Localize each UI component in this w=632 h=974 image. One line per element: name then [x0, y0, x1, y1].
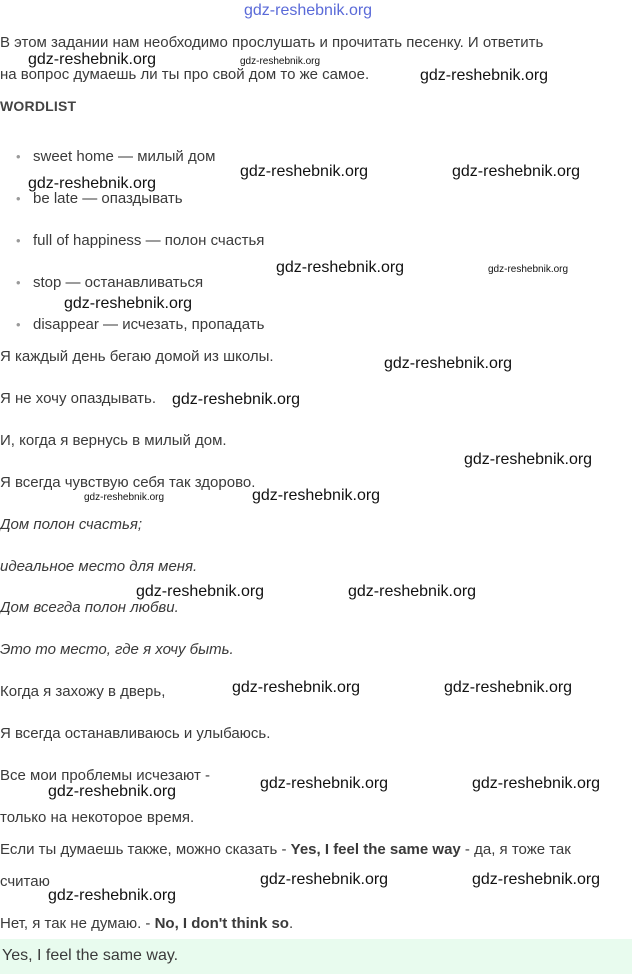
watermark: gdz-reshebnik.org — [472, 775, 601, 792]
watermark: gdz-reshebnik.org — [172, 391, 301, 408]
watermark: gdz-reshebnik.org — [48, 783, 177, 800]
answer-hint-line-1 — [0, 840, 571, 860]
bullet-icon: • — [16, 317, 21, 332]
wordlist-item: stop — останавливаться — [33, 274, 204, 291]
answer-hint-no — [0, 914, 293, 934]
watermark: gdz-reshebnik.org — [384, 355, 513, 372]
intro-line-2: на вопрос думаешь ли ты про свой дом то же самое. — [0, 66, 370, 83]
wordlist-item: full of happiness — полон счастья — [33, 232, 265, 249]
chorus-line: Это то место, где я хочу быть. — [0, 641, 234, 658]
watermark: gdz-reshebnik.org — [64, 295, 193, 312]
watermark: gdz-reshebnik.org — [28, 51, 157, 68]
answer-box — [0, 939, 632, 974]
watermark: gdz-reshebnik.org — [260, 775, 389, 792]
wordlist-item: sweet home — милый дом — [33, 148, 216, 165]
bullet-icon: • — [16, 191, 21, 206]
chorus-line: идеальное место для меня. — [0, 558, 198, 575]
song-line: Я каждый день бегаю домой из школы. — [0, 348, 274, 365]
song-line: Когда я захожу в дверь, — [0, 683, 166, 700]
song-line: Я не хочу опаздывать. — [0, 390, 157, 407]
hint-text: . — [288, 915, 294, 932]
watermark: gdz-reshebnik.org — [28, 175, 157, 192]
chorus-line: Дом всегда полон любви. — [0, 599, 179, 616]
hint-text: Если ты думаешь также, можно сказать - — [0, 841, 291, 858]
watermark: gdz-reshebnik.org — [48, 887, 177, 904]
hint-text: - да, я тоже так — [460, 841, 571, 858]
watermark: gdz-reshebnik.org — [260, 871, 389, 888]
watermark: gdz-reshebnik.org — [452, 163, 581, 180]
watermark: gdz-reshebnik.org — [488, 264, 569, 275]
watermark: gdz-reshebnik.org — [472, 871, 601, 888]
watermark: gdz-reshebnik.org — [84, 492, 165, 503]
watermark-top: gdz-reshebnik.org — [244, 2, 373, 19]
watermark: gdz-reshebnik.org — [464, 451, 593, 468]
wordlist-item: disappear — исчезать, пропадать — [33, 316, 265, 333]
watermark: gdz-reshebnik.org — [444, 679, 573, 696]
watermark: gdz-reshebnik.org — [420, 67, 549, 84]
watermark: gdz-reshebnik.org — [348, 583, 477, 600]
wordlist-item: be late — опаздывать — [33, 190, 183, 207]
intro-line-1: В этом задании нам необходимо прослушать и прочитать песенку. И ответить — [0, 34, 544, 51]
answer-hint-line-2: считаю — [0, 873, 50, 890]
song-line: Я всегда чувствую себя так здорово. — [0, 474, 256, 491]
chorus-line: Дом полон счастья; — [0, 516, 143, 533]
watermark: gdz-reshebnik.org — [232, 679, 361, 696]
song-line: И, когда я вернусь в милый дом. — [0, 432, 227, 449]
song-line: только на некоторое время. — [0, 809, 195, 826]
watermark: gdz-reshebnik.org — [136, 583, 265, 600]
watermark: gdz-reshebnik.org — [240, 56, 321, 67]
song-line: Я всегда останавливаюсь и улыбаюсь. — [0, 725, 271, 742]
watermark: gdz-reshebnik.org — [252, 487, 381, 504]
watermark: gdz-reshebnik.org — [240, 163, 369, 180]
wordlist-heading: WORDLIST — [0, 98, 77, 114]
bullet-icon: • — [16, 275, 21, 290]
hint-no-phrase: No, I don't think so — [154, 915, 289, 932]
bullet-icon: • — [16, 233, 21, 248]
answer-text: Yes, I feel the same way. — [2, 947, 179, 964]
hint-yes-phrase: Yes, I feel the same way — [290, 841, 461, 858]
watermark: gdz-reshebnik.org — [276, 259, 405, 276]
hint-text: Нет, я так не думаю. - — [0, 915, 155, 932]
bullet-icon: • — [16, 149, 21, 164]
song-line: Все мои проблемы исчезают - — [0, 767, 211, 784]
